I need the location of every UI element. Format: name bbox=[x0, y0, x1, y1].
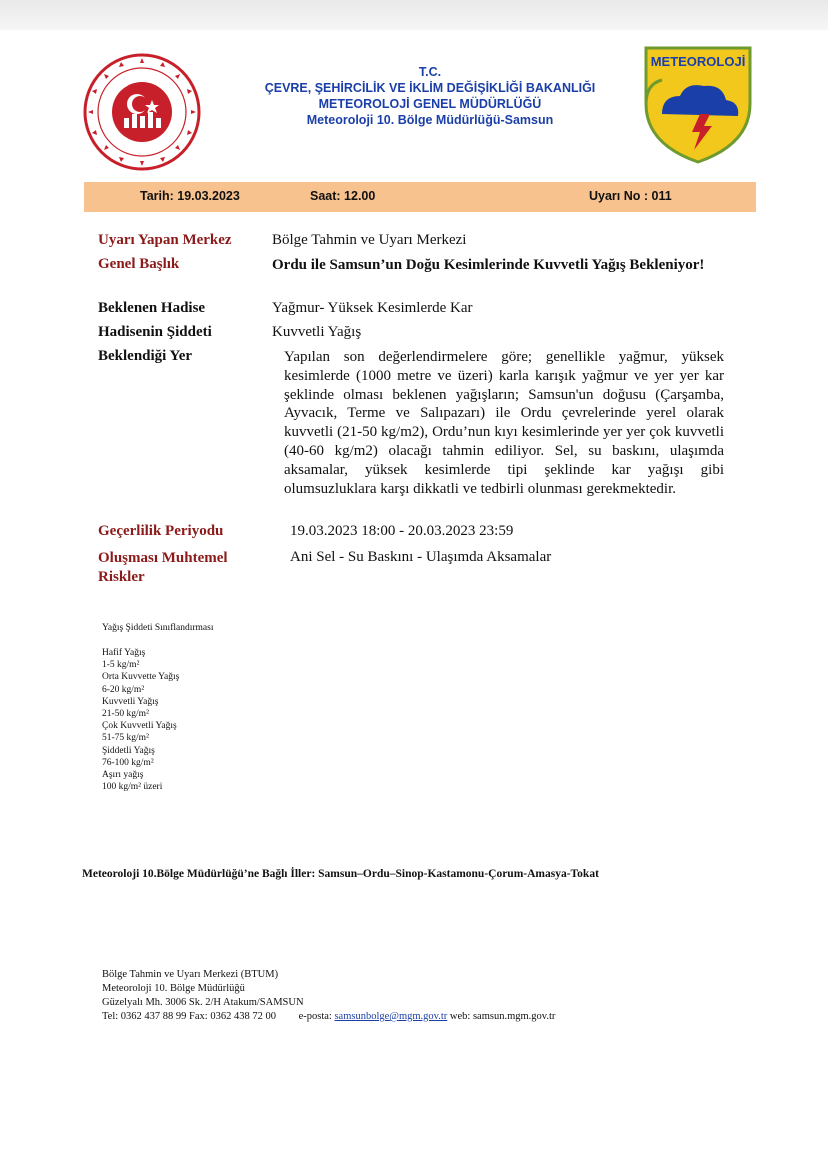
class-line: 76-100 kg/m² bbox=[102, 757, 154, 768]
class-line: Şiddetli Yağış bbox=[102, 745, 155, 756]
field-label-event: Beklenen Hadise bbox=[98, 300, 206, 316]
class-line: 1-5 kg/m² bbox=[102, 660, 140, 671]
class-line: 100 kg/m² üzeri bbox=[102, 782, 163, 793]
field-value-title: Ordu ile Samsun’un Doğu Kesimlerinde Kuvvetli Yağış Bekleniyor! bbox=[272, 257, 705, 273]
header-line-tc: T.C. bbox=[418, 65, 442, 79]
class-line: 21-50 kg/m² bbox=[102, 709, 149, 720]
meteoroloji-shield-logo bbox=[642, 44, 754, 166]
class-line: Orta Kuvvette Yağış bbox=[102, 672, 180, 683]
warning-time: Saat: 12.00 bbox=[310, 189, 376, 203]
contact-address: Güzelyalı Mh. 3006 Sk. 2/H Atakum/SAMSUN bbox=[102, 997, 304, 1008]
ministry-seal-logo bbox=[82, 52, 202, 172]
field-value-event: Yağmur- Yüksek Kesimlerde Kar bbox=[272, 300, 473, 316]
contact-center: Bölge Tahmin ve Uyarı Merkezi (BTUM) bbox=[102, 969, 279, 980]
header-title bbox=[200, 64, 660, 128]
class-line: 6-20 kg/m² bbox=[102, 684, 145, 695]
field-label-severity: Hadisenin Şiddeti bbox=[98, 324, 212, 340]
field-label-location: Beklendiği Yer bbox=[98, 348, 193, 364]
email-link[interactable]: samsunbolge@mgm.gov.tr bbox=[334, 1011, 448, 1022]
contact-phone: Tel: 0362 437 88 99 Fax: 0362 438 72 00 bbox=[102, 1011, 276, 1022]
classification-title: Yağış Şiddeti Sınıflandırması bbox=[102, 623, 214, 633]
email-label: e-posta: bbox=[298, 1011, 332, 1022]
contact-block bbox=[102, 968, 555, 1024]
field-value-risks: Ani Sel - Su Baskını - Ulaşımda Aksamalar bbox=[290, 549, 552, 565]
warning-number: Uyarı No : 011 bbox=[589, 189, 672, 203]
class-line: Kuvvetli Yağış bbox=[102, 696, 159, 707]
contact-directorate: Meteoroloji 10. Bölge Müdürlüğü bbox=[102, 983, 245, 994]
web-address: web: samsun.mgm.gov.tr bbox=[449, 1011, 556, 1022]
provinces-line: Meteoroloji 10.Bölge Müdürlüğü’ne Bağlı İller: Samsun–Ordu–Sinop-Kastamonu-Çorum-Amasya-Tokat bbox=[82, 868, 599, 880]
field-label-validity: Geçerlilik Periyodu bbox=[98, 523, 224, 539]
field-label-center: Uyarı Yapan Merkez bbox=[98, 232, 232, 248]
warning-date: Tarih: 19.03.2023 bbox=[140, 189, 240, 203]
header-line-ministry: ÇEVRE, ŞEHİRCİLİK VE İKLİM DEĞİŞİKLİĞİ BAKANLIĞI bbox=[264, 81, 596, 95]
field-value-validity: 19.03.2023 18:00 - 20.03.2023 23:59 bbox=[290, 523, 514, 539]
class-line: Çok Kuvvetli Yağış bbox=[102, 721, 177, 732]
class-line: Hafif Yağış bbox=[102, 648, 146, 658]
field-value-center: Bölge Tahmin ve Uyarı Merkezi bbox=[272, 232, 467, 248]
classification-list bbox=[102, 647, 179, 793]
class-line: 51-75 kg/m² bbox=[102, 733, 149, 744]
top-bar bbox=[0, 0, 828, 30]
field-value-severity: Kuvvetli Yağış bbox=[272, 324, 362, 340]
svg-text:METEOROLOJİ: METEOROLOJİ bbox=[650, 54, 746, 69]
field-value-location: Yapılan son değerlendirmelere göre; genellikle yağmur, yüksek kesimlerde (1000 metre ve üzeri) karla karışık yağmur ve yer yer kar şeklinde olması beklenen yağışların; Samsun'un doğusu (Çarşamba, Ayvacık, Terme ve Salıpazarı) ile Ordu çevrelerinde yerel olarak kuvvetli (21-50 kg/m2), Ordu’nun kıyı kesimlerinde yer yer çok kuvvetli (40-60 kg/m2) olacağı tahmin ediliyor. Sel, su baskını, ulaşımda aksamalar, yüksek kesimlerde tipi şeklinde kar yağışı gibi olumsuzluklara karşı dikkatli ve tedbirli olunması gerekmektedir. bbox=[284, 349, 724, 497]
field-label-title: Genel Başlık bbox=[98, 256, 180, 272]
date-bar bbox=[84, 182, 756, 212]
header-line-directorate: METEOROLOJİ GENEL MÜDÜRLÜĞÜ bbox=[318, 97, 542, 111]
field-label-risks: Oluşması Muhtemel Riskler bbox=[98, 550, 228, 585]
header-line-region: Meteoroloji 10. Bölge Müdürlüğü-Samsun bbox=[306, 113, 554, 127]
contact-phone-row bbox=[102, 1010, 555, 1024]
class-line: Aşırı yağış bbox=[102, 770, 144, 781]
